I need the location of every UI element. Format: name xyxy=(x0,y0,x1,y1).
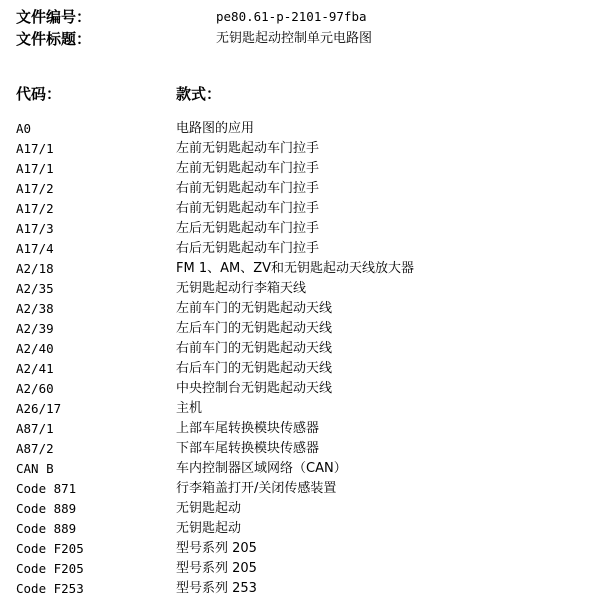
component-description: 右后无钥匙起动车门拉手 xyxy=(176,241,320,256)
style-column-header: 款式： xyxy=(176,85,222,103)
component-description: 无钥匙起动 xyxy=(176,501,242,516)
component-description: 型号系列 205 xyxy=(176,561,257,576)
component-description: 右前无钥匙起动车门拉手 xyxy=(176,201,320,216)
table-row xyxy=(16,459,586,479)
component-description: 右后车门的无钥匙起动天线 xyxy=(176,361,333,376)
table-row xyxy=(16,499,586,519)
component-description: 型号系列 253 xyxy=(176,581,257,596)
component-description: 无钥匙起动行李箱天线 xyxy=(176,281,307,296)
table-row xyxy=(16,239,586,259)
table-row xyxy=(16,399,586,419)
component-code: Code 871 xyxy=(16,481,77,496)
component-code: Code F205 xyxy=(16,541,84,556)
component-code: A2/35 xyxy=(16,281,54,296)
component-table xyxy=(16,119,586,599)
table-row xyxy=(16,479,586,499)
component-code: A87/2 xyxy=(16,441,54,456)
component-code: A17/4 xyxy=(16,241,54,256)
component-code: A26/17 xyxy=(16,401,62,416)
component-description: 左后无钥匙起动车门拉手 xyxy=(176,221,320,236)
table-row xyxy=(16,519,586,539)
document-title-value: 无钥匙起动控制单元电路图 xyxy=(216,31,373,46)
component-code: A17/3 xyxy=(16,221,54,236)
component-code: Code F253 xyxy=(16,581,84,596)
table-row xyxy=(16,139,586,159)
component-code: A17/2 xyxy=(16,201,54,216)
component-code: A17/1 xyxy=(16,141,54,156)
component-code: A2/38 xyxy=(16,301,54,316)
table-row xyxy=(16,379,586,399)
document-number-value: pe80.61-p-2101-97fba xyxy=(216,9,367,24)
table-row xyxy=(16,279,586,299)
code-column-header: 代码： xyxy=(16,85,62,103)
table-row xyxy=(16,539,586,559)
component-code: A17/2 xyxy=(16,181,54,196)
component-description: 左前无钥匙起动车门拉手 xyxy=(176,141,320,156)
component-description: 型号系列 205 xyxy=(176,541,257,556)
component-code: Code 889 xyxy=(16,521,77,536)
table-row xyxy=(16,119,586,139)
component-description: FM 1、AM、ZV和无钥匙起动天线放大器 xyxy=(176,261,415,276)
component-code: A87/1 xyxy=(16,421,54,436)
table-row xyxy=(16,359,586,379)
table-row xyxy=(16,419,586,439)
table-row xyxy=(16,579,586,599)
table-row xyxy=(16,259,586,279)
table-row xyxy=(16,299,586,319)
component-description: 左前车门的无钥匙起动天线 xyxy=(176,301,333,316)
table-row xyxy=(16,199,586,219)
table-row xyxy=(16,179,586,199)
component-description: 中央控制台无钥匙起动天线 xyxy=(176,381,333,396)
document-number-label: 文件编号： xyxy=(16,8,92,26)
component-code: A17/1 xyxy=(16,161,54,176)
table-row xyxy=(16,439,586,459)
table-row xyxy=(16,159,586,179)
component-code: Code F205 xyxy=(16,561,84,576)
component-code: A0 xyxy=(16,121,32,136)
component-code: A2/18 xyxy=(16,261,54,276)
component-code: A2/39 xyxy=(16,321,54,336)
table-row xyxy=(16,559,586,579)
component-description: 行李箱盖打开/关闭传感装置 xyxy=(176,481,337,496)
component-description: 电路图的应用 xyxy=(176,121,255,136)
component-description: 下部车尾转换模块传感器 xyxy=(176,441,320,456)
component-description: 上部车尾转换模块传感器 xyxy=(176,421,320,436)
table-row xyxy=(16,219,586,239)
table-header xyxy=(16,82,586,106)
document-title-label: 文件标题： xyxy=(16,30,92,48)
component-description: 无钥匙起动 xyxy=(176,521,242,536)
component-code: CAN B xyxy=(16,461,54,476)
component-description: 左后车门的无钥匙起动天线 xyxy=(176,321,333,336)
component-description: 主机 xyxy=(176,401,203,416)
component-description: 左前无钥匙起动车门拉手 xyxy=(176,161,320,176)
component-description: 车内控制器区域网络（CAN） xyxy=(176,461,347,476)
table-row xyxy=(16,319,586,339)
component-description: 右前车门的无钥匙起动天线 xyxy=(176,341,333,356)
component-description: 右前无钥匙起动车门拉手 xyxy=(176,181,320,196)
component-code: A2/40 xyxy=(16,341,54,356)
component-code: A2/60 xyxy=(16,381,54,396)
component-code: A2/41 xyxy=(16,361,54,376)
component-code: Code 889 xyxy=(16,501,77,516)
table-row xyxy=(16,339,586,359)
